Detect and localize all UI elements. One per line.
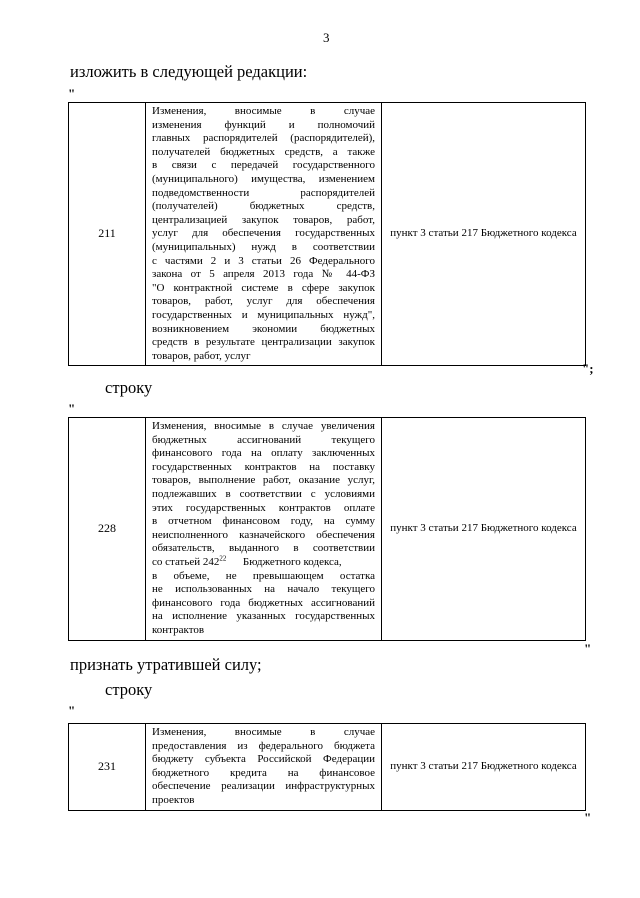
table-row-211: [68, 102, 586, 366]
paragraph-new-edition: изложить в следующей редакции:: [70, 62, 308, 81]
table-row-228: [68, 417, 586, 641]
opening-quote-1: ": [68, 86, 76, 101]
paragraph-repeal: признать утратившей силу;: [70, 655, 262, 674]
paragraph-stroku-2: строку: [105, 680, 153, 699]
opening-quote-3: ": [68, 703, 76, 718]
row-description: Изменения, вносимые в случае предоставления из федерального бюджета бюджету субъекта Российской Федерации бюджетного кредита на финансовое обеспечение реализации инфраструктурных проектов: [146, 724, 382, 811]
row-description: Изменения, вносимые в случае изменения функций и полномочий главных распорядителей (распорядителей), получателей бюджетных средств, а также в связи с передачей государственного (муниципального) имущества, изменением подведомственности распорядителей (получателей) бюджетных средств, централизацией закупок товаров, работ, услуг для обеспечения государственных (муниципальных) нужд в соответствии с частями 2 и 3 статьи 26 Федерального закона от 5 апреля 2013 года № 44-ФЗ "О контрактной системе в сфере закупок товаров, работ, услуг для обеспечения государственных и муниципальных нужд", возникновением экономии бюджетных средств в результате централизации закупок товаров, работ, услуг: [146, 103, 382, 366]
paragraph-stroku-1: строку: [105, 378, 153, 397]
closing-quote-semicolon: ";: [582, 361, 594, 376]
row-reference: пункт 3 статьи 217 Бюджетного кодекса: [382, 103, 586, 366]
closing-quote-2: ": [584, 641, 592, 656]
row-reference: пункт 3 статьи 217 Бюджетного кодекса: [382, 724, 586, 811]
row-reference: пункт 3 статьи 217 Бюджетного кодекса: [382, 418, 586, 641]
table-row-231: [68, 723, 586, 811]
row-description: Изменения, вносимые в случае увеличения бюджетных ассигнований текущего финансового года на оплату заключенных государственных контрактов на поставку товаров, выполнение работ, оказание услуг, подлежавших в соответствии с условиями этих государственных контрактов оплате в отчетном финансовом году, на сумму неисполненного казначейского обеспечения обязательств, выданного в соответствии со статьей $242^{22}$ Бюджетного кодекса, в объеме, не превышающем остатка не использованных на начало текущего финансового года бюджетных ассигнований на исполнение указанных государственных контрактов: [146, 418, 382, 641]
closing-quote-3: ": [584, 810, 592, 825]
article-superscript: 22: [219, 554, 227, 563]
opening-quote-2: ": [68, 401, 76, 416]
row-number: 228: [69, 418, 146, 641]
page-number: 3: [323, 30, 330, 45]
row-number: 231: [69, 724, 146, 811]
row-number: 211: [69, 103, 146, 366]
